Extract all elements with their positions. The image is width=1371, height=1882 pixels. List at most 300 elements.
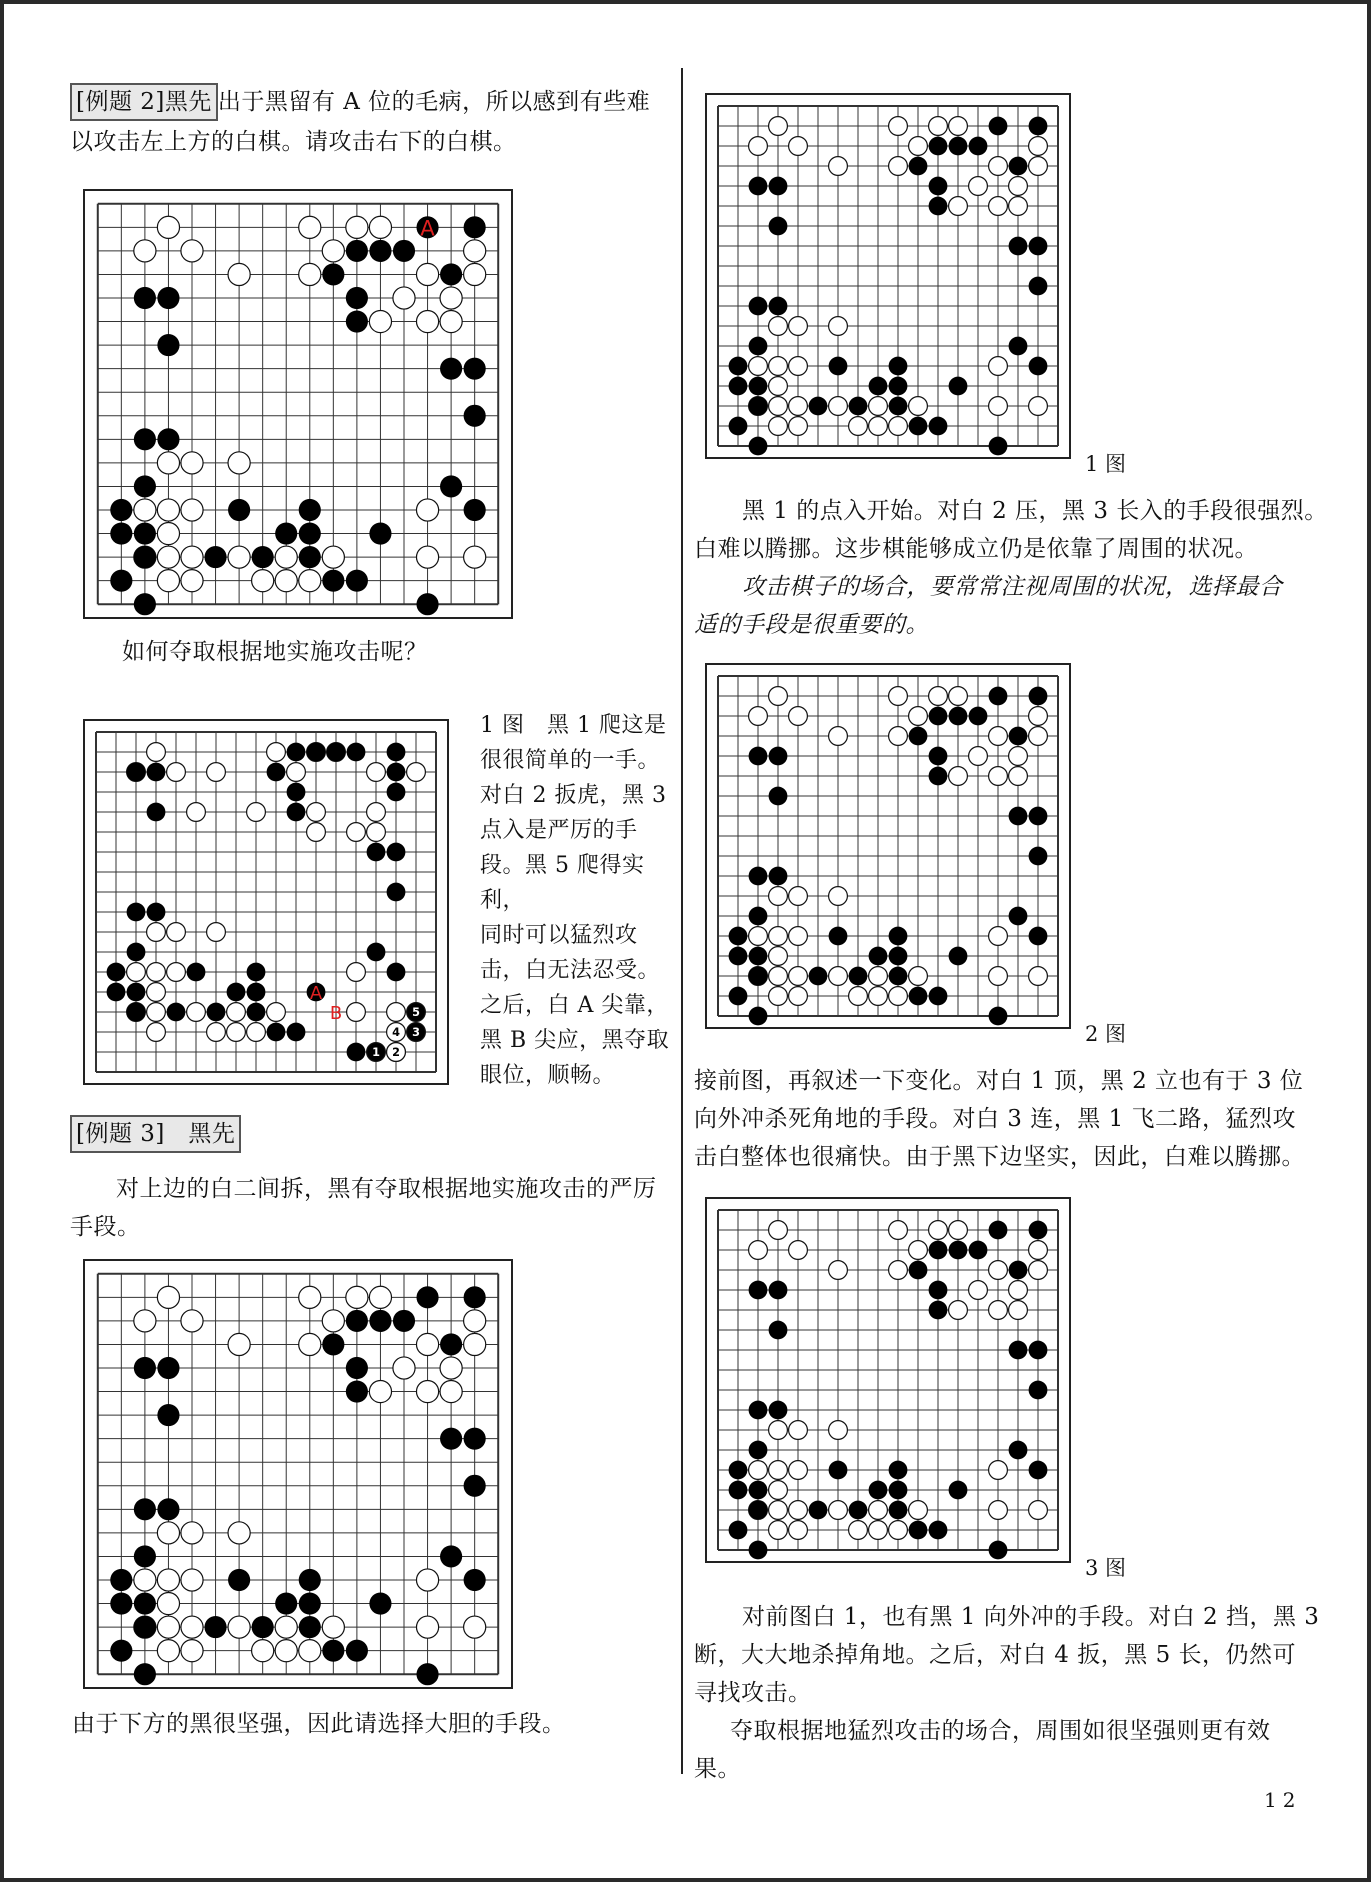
black-stone [1029, 847, 1048, 866]
black-stone [749, 1541, 768, 1560]
black-stone [187, 963, 206, 982]
black-stone [769, 297, 788, 316]
black-stone [393, 240, 415, 262]
black-stone [134, 475, 156, 497]
problem3-header [70, 1114, 241, 1154]
white-stone [889, 417, 908, 436]
black-stone [729, 927, 748, 946]
white-stone [789, 357, 808, 376]
white-stone [167, 963, 186, 982]
white-stone [227, 1023, 246, 1042]
white-stone [829, 887, 848, 906]
white-stone [157, 1616, 179, 1638]
board-label: B [329, 1003, 343, 1024]
black-stone [347, 1043, 366, 1062]
black-stone [110, 522, 132, 544]
white-stone [157, 499, 179, 521]
white-stone [869, 1501, 888, 1520]
fig1-side-line: 眼位，顺畅。 [480, 1063, 616, 1088]
white-stone [299, 1640, 321, 1662]
black-stone [769, 747, 788, 766]
white-stone [969, 1281, 988, 1300]
problem3-text-2: 手段。 [70, 1214, 141, 1240]
white-stone [157, 1640, 179, 1662]
white-stone [440, 287, 462, 309]
black-stone [1029, 1461, 1048, 1480]
black-stone [929, 137, 948, 156]
board-problem3 [82, 1258, 514, 1690]
black-stone [440, 1428, 462, 1450]
white-stone [440, 1380, 462, 1402]
white-stone [157, 522, 179, 544]
white-stone [1029, 707, 1048, 726]
white-stone [889, 157, 908, 176]
black-stone [729, 947, 748, 966]
black-stone [134, 1592, 156, 1614]
white-stone [416, 310, 438, 332]
black-stone [247, 963, 266, 982]
black-stone [909, 1521, 928, 1540]
white-stone [829, 397, 848, 416]
black-stone [346, 1310, 368, 1332]
black-stone [929, 177, 948, 196]
fig2-caption: 2 图 [1085, 1022, 1127, 1046]
black-stone [127, 943, 146, 962]
white-stone [989, 1301, 1008, 1320]
white-stone [749, 1241, 768, 1260]
black-stone [1009, 337, 1028, 356]
problem3-bottom-text: 由于下方的黑很坚强，因此请选择大胆的手段。 [72, 1711, 566, 1737]
black-stone [1009, 1261, 1028, 1280]
white-stone [167, 923, 186, 942]
black-stone [909, 157, 928, 176]
white-stone [1029, 727, 1048, 746]
stone-number: 4 [392, 1026, 400, 1040]
black-stone [929, 767, 948, 786]
black-stone [127, 903, 146, 922]
white-stone [749, 707, 768, 726]
white-stone [267, 1003, 286, 1022]
black-stone [909, 727, 928, 746]
white-stone [369, 216, 391, 238]
black-stone [157, 1357, 179, 1379]
black-stone [889, 1481, 908, 1500]
black-stone [157, 334, 179, 356]
white-stone [369, 310, 391, 332]
black-stone [869, 1481, 888, 1500]
white-stone [346, 1286, 368, 1308]
black-stone [134, 1663, 156, 1685]
white-stone [181, 1310, 203, 1332]
white-stone [416, 1380, 438, 1402]
white-stone [869, 417, 888, 436]
white-stone [287, 763, 306, 782]
black-stone [969, 137, 988, 156]
black-stone [729, 357, 748, 376]
black-stone [769, 177, 788, 196]
stone-number: 5 [412, 1006, 420, 1020]
black-stone [889, 1461, 908, 1480]
white-stone [829, 317, 848, 336]
white-stone [869, 397, 888, 416]
black-stone [369, 522, 391, 544]
white-stone [1029, 1501, 1048, 1520]
white-stone [207, 923, 226, 942]
fig1-side-line: 对白 2 扳虎，黑 3 [480, 783, 667, 808]
white-stone [147, 923, 166, 942]
white-stone [247, 1023, 266, 1042]
black-stone [769, 787, 788, 806]
fig2-text-3: 击白整体也很痛快。由于黑下边坚实，因此，白难以腾挪。 [694, 1144, 1305, 1170]
white-stone [949, 197, 968, 216]
board-problem2 [82, 188, 514, 620]
white-stone [322, 546, 344, 568]
black-stone [416, 1663, 438, 1685]
black-stone [949, 137, 968, 156]
black-stone [267, 763, 286, 782]
black-stone [346, 1640, 368, 1662]
black-stone [769, 1281, 788, 1300]
white-stone [207, 1023, 226, 1042]
black-stone [440, 358, 462, 380]
black-stone [949, 1481, 968, 1500]
white-stone [1029, 967, 1048, 986]
white-stone [929, 117, 948, 136]
black-stone [749, 947, 768, 966]
white-stone [416, 263, 438, 285]
white-stone [181, 240, 203, 262]
white-stone [829, 1501, 848, 1520]
white-stone [869, 967, 888, 986]
black-stone [749, 297, 768, 316]
black-stone [440, 475, 462, 497]
black-stone [729, 1481, 748, 1500]
page-number: 12 [1264, 1788, 1302, 1812]
black-stone [287, 803, 306, 822]
white-stone [1029, 137, 1048, 156]
black-stone [464, 1475, 486, 1497]
white-stone [181, 570, 203, 592]
black-stone [1029, 1341, 1048, 1360]
problem2-intro [70, 82, 680, 162]
white-stone [440, 310, 462, 332]
black-stone [207, 1003, 226, 1022]
white-stone [181, 1522, 203, 1544]
problem2-text-2: 以攻击左上方的白棋。请攻击右下的白棋。 [70, 129, 517, 155]
white-stone [989, 397, 1008, 416]
white-stone [134, 499, 156, 521]
black-stone [1029, 927, 1048, 946]
black-stone [729, 1521, 748, 1540]
white-stone [949, 117, 968, 136]
black-stone [228, 499, 250, 521]
white-stone [989, 767, 1008, 786]
black-stone [889, 377, 908, 396]
black-stone [949, 707, 968, 726]
black-stone [464, 216, 486, 238]
black-stone [110, 1569, 132, 1591]
black-stone [464, 499, 486, 521]
fig3-text-5: 果。 [694, 1756, 741, 1782]
black-stone [889, 397, 908, 416]
white-stone [228, 546, 250, 568]
black-stone [287, 1023, 306, 1042]
stone-number: 3 [412, 1026, 420, 1040]
white-stone [789, 397, 808, 416]
fig1-text [694, 492, 1344, 644]
black-stone [157, 1404, 179, 1426]
black-stone [464, 1428, 486, 1450]
black-stone [1009, 807, 1028, 826]
white-stone [369, 1286, 391, 1308]
black-stone [393, 1310, 415, 1332]
black-stone [252, 546, 274, 568]
white-stone [416, 546, 438, 568]
black-stone [107, 983, 126, 1002]
black-stone [369, 240, 391, 262]
white-stone [769, 357, 788, 376]
white-stone [275, 546, 297, 568]
black-stone [749, 1007, 768, 1026]
black-stone [749, 177, 768, 196]
white-stone [347, 1003, 366, 1022]
fig3-text [694, 1598, 1344, 1788]
white-stone [909, 137, 928, 156]
black-stone [204, 546, 226, 568]
black-stone [147, 763, 166, 782]
black-stone [322, 1333, 344, 1355]
black-stone [809, 397, 828, 416]
black-stone [949, 377, 968, 396]
white-stone [181, 1640, 203, 1662]
black-stone [157, 1498, 179, 1520]
black-stone [929, 1241, 948, 1260]
black-stone [287, 783, 306, 802]
black-stone [134, 287, 156, 309]
white-stone [228, 1333, 250, 1355]
white-stone [228, 1616, 250, 1638]
black-stone [464, 1569, 486, 1591]
black-stone [440, 1333, 462, 1355]
black-stone [949, 1241, 968, 1260]
black-stone [869, 377, 888, 396]
black-stone [749, 747, 768, 766]
white-stone [889, 1261, 908, 1280]
black-stone [749, 337, 768, 356]
fig3-caption: 3 图 [1085, 1556, 1127, 1580]
black-stone [729, 987, 748, 1006]
black-stone [346, 240, 368, 262]
white-stone [889, 1221, 908, 1240]
black-stone [889, 967, 908, 986]
black-stone [322, 570, 344, 592]
black-stone [849, 397, 868, 416]
white-stone [181, 1569, 203, 1591]
black-stone [749, 397, 768, 416]
white-stone [322, 1310, 344, 1332]
white-stone [367, 763, 386, 782]
black-stone [134, 1616, 156, 1638]
fig1-side-line: 1 图 黑 1 爬这是 [480, 713, 667, 738]
stone-number: 1 [372, 1046, 380, 1060]
white-stone [346, 216, 368, 238]
white-stone [157, 570, 179, 592]
fig1-side-line: 击，白无法忍受。 [480, 958, 661, 983]
white-stone [769, 1521, 788, 1540]
black-stone [929, 417, 948, 436]
fig1-italic-1: 攻击棋子的场合，要常常注视周围的状况，选择最合 [742, 574, 1283, 600]
black-stone [307, 743, 326, 762]
white-stone [407, 763, 426, 782]
board-fig2 [704, 662, 1072, 1030]
fig1-italic-2: 适的手段是很重要的。 [694, 612, 929, 638]
white-stone [275, 1616, 297, 1638]
white-stone [1009, 197, 1028, 216]
black-stone [809, 1501, 828, 1520]
white-stone [929, 1221, 948, 1240]
black-stone [440, 263, 462, 285]
white-stone [769, 1461, 788, 1480]
black-stone [1029, 1381, 1048, 1400]
problem3-label: [例题 3] 黑先 [70, 1115, 241, 1153]
black-stone [909, 987, 928, 1006]
fig3-text-3: 寻找攻击。 [694, 1680, 812, 1706]
white-stone [909, 1501, 928, 1520]
white-stone [1009, 747, 1028, 766]
white-stone [749, 357, 768, 376]
black-stone [769, 867, 788, 886]
problem3-text-1: 对上边的白二间拆，黑有夺取根据地实施攻击的严厉 [116, 1176, 657, 1202]
white-stone [769, 317, 788, 336]
white-stone [769, 377, 788, 396]
white-stone [307, 823, 326, 842]
white-stone [157, 1522, 179, 1544]
white-stone [949, 687, 968, 706]
black-stone [127, 1003, 146, 1022]
white-stone [147, 1003, 166, 1022]
white-stone [789, 707, 808, 726]
white-stone [769, 397, 788, 416]
black-stone [869, 947, 888, 966]
white-stone [299, 216, 321, 238]
white-stone [929, 687, 948, 706]
black-stone [367, 943, 386, 962]
black-stone [110, 1640, 132, 1662]
white-stone [267, 743, 286, 762]
black-stone [110, 499, 132, 521]
black-stone [346, 1357, 368, 1379]
white-stone [989, 357, 1008, 376]
fig1-text-1: 黑 1 的点入开始。对白 2 压，黑 3 长入的手段很强烈。 [742, 498, 1328, 524]
white-stone [769, 417, 788, 436]
black-stone [299, 1592, 321, 1614]
white-stone [393, 287, 415, 309]
black-stone [228, 1569, 250, 1591]
black-stone [107, 963, 126, 982]
white-stone [299, 1333, 321, 1355]
black-stone [287, 743, 306, 762]
fig2-text [694, 1062, 1354, 1176]
black-stone [749, 967, 768, 986]
white-stone [299, 570, 321, 592]
black-stone [322, 263, 344, 285]
white-stone [1029, 1261, 1048, 1280]
black-stone [387, 783, 406, 802]
white-stone [157, 1592, 179, 1614]
fig3-text-1: 对前图白 1，也有黑 1 向外冲的手段。对白 2 挡，黑 3 [742, 1604, 1320, 1630]
black-stone [157, 287, 179, 309]
white-stone [889, 687, 908, 706]
black-stone [416, 1286, 438, 1308]
white-stone [1009, 1301, 1028, 1320]
white-stone [252, 570, 274, 592]
black-stone [387, 883, 406, 902]
white-stone [989, 967, 1008, 986]
white-stone [989, 727, 1008, 746]
black-stone [275, 1592, 297, 1614]
white-stone [347, 823, 366, 842]
black-stone [299, 522, 321, 544]
black-stone [1009, 1441, 1028, 1460]
white-stone [769, 1221, 788, 1240]
white-stone [789, 417, 808, 436]
black-stone [1029, 1221, 1048, 1240]
black-stone [267, 1023, 286, 1042]
black-stone [275, 522, 297, 544]
fig1-text-2: 白难以腾挪。这步棋能够成立仍是依靠了周围的状况。 [694, 536, 1258, 562]
white-stone [299, 1286, 321, 1308]
problem3-text [70, 1170, 670, 1246]
white-stone [849, 417, 868, 436]
white-stone [157, 1569, 179, 1591]
white-stone [299, 263, 321, 285]
black-stone [247, 983, 266, 1002]
white-stone [167, 763, 186, 782]
black-stone [127, 763, 146, 782]
black-stone [969, 1241, 988, 1260]
board-problem2-fig1 [82, 718, 450, 1086]
black-stone [134, 1498, 156, 1520]
black-stone [147, 903, 166, 922]
black-stone [749, 907, 768, 926]
white-stone [769, 1481, 788, 1500]
white-stone [989, 1501, 1008, 1520]
white-stone [969, 177, 988, 196]
white-stone [1029, 157, 1048, 176]
white-stone [829, 1421, 848, 1440]
black-stone [929, 987, 948, 1006]
black-stone [769, 1401, 788, 1420]
black-stone [849, 967, 868, 986]
fig3-text-4: 夺取根据地猛烈攻击的场合，周围如很坚强则更有效 [730, 1718, 1271, 1744]
white-stone [829, 1261, 848, 1280]
white-stone [134, 240, 156, 262]
black-stone [1029, 687, 1048, 706]
white-stone [147, 963, 166, 982]
white-stone [789, 317, 808, 336]
black-stone [909, 417, 928, 436]
black-stone [127, 983, 146, 1002]
white-stone [909, 707, 928, 726]
black-stone [1009, 237, 1028, 256]
white-stone [187, 803, 206, 822]
white-stone [181, 499, 203, 521]
black-stone [829, 357, 848, 376]
black-stone [387, 763, 406, 782]
white-stone [829, 967, 848, 986]
white-stone [393, 1357, 415, 1379]
black-stone [929, 1521, 948, 1540]
